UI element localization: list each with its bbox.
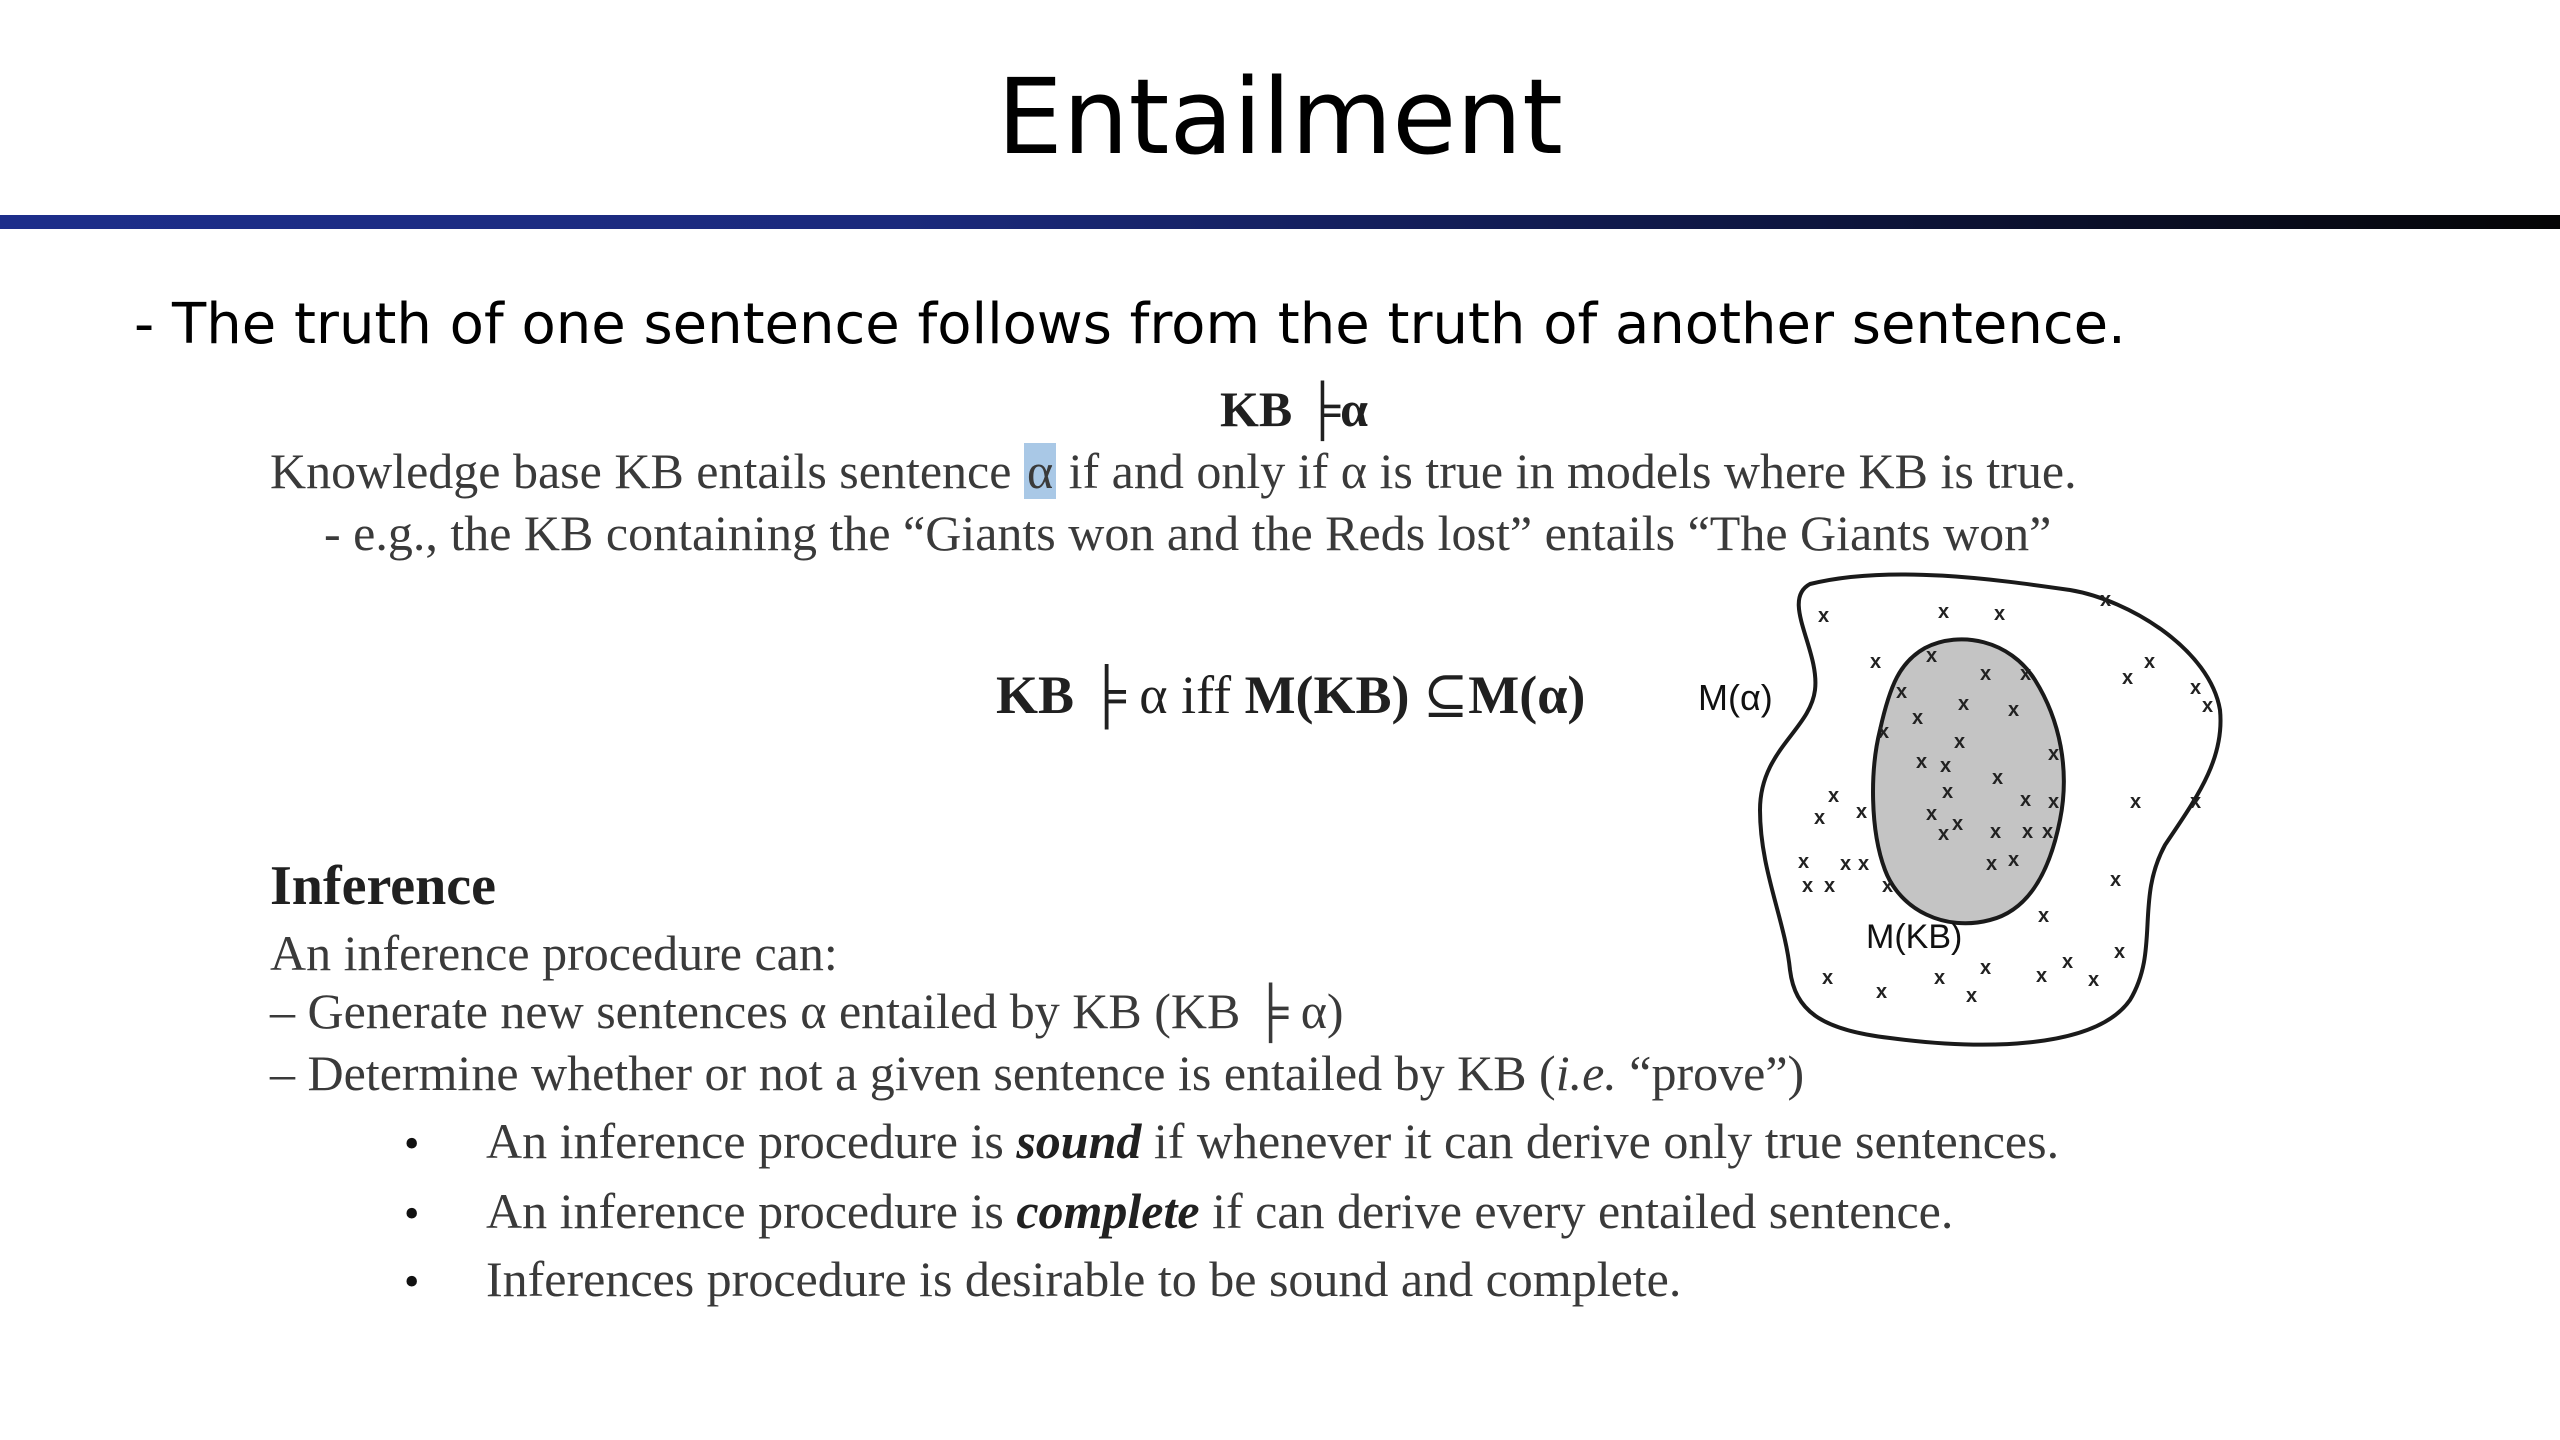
model-point-35: x <box>1912 707 1924 729</box>
model-point-22: x <box>1876 981 1888 1003</box>
model-point-18: x <box>1802 875 1814 897</box>
iff-malpha: M(α) <box>1468 665 1586 725</box>
model-point-1: x <box>1938 601 1950 623</box>
model-point-21: x <box>1822 967 1834 989</box>
entailment-definition <box>270 440 2077 502</box>
model-point-52: x <box>2048 791 2060 813</box>
model-point-39: x <box>1916 751 1928 773</box>
definition-text-end: if and only if α is true in models where KB is true. <box>1056 443 2077 499</box>
model-point-6: x <box>1926 645 1938 667</box>
model-point-10: x <box>2190 677 2202 699</box>
bullet-dot: • <box>404 1257 420 1306</box>
model-point-27: x <box>2062 951 2074 973</box>
bullet-dot: • <box>404 1119 420 1168</box>
selected-alpha[interactable]: α <box>1024 443 1056 499</box>
model-point-2: x <box>1994 603 2006 625</box>
iff-kb: KB <box>996 665 1075 725</box>
model-point-13: x <box>1828 785 1840 807</box>
model-point-26: x <box>2036 965 2048 987</box>
inference-generate: – Generate new sentences α entailed by KB (KB ╞ α) <box>270 983 1344 1039</box>
model-point-8: x <box>2122 667 2134 689</box>
determine-text-start: – Determine whether or not a given sentence is entailed by KB ( <box>270 1045 1556 1101</box>
model-point-37: x <box>2008 699 2020 721</box>
model-point-5: x <box>1896 681 1908 703</box>
model-point-47: x <box>1990 821 2002 843</box>
model-point-29: x <box>2114 941 2126 963</box>
determine-text-end: “prove”) <box>1616 1045 1805 1101</box>
title-divider <box>0 215 2560 229</box>
model-point-0: x <box>1818 605 1830 627</box>
model-point-14: x <box>1856 801 1868 823</box>
model-point-15: x <box>1798 851 1810 873</box>
model-point-30: x <box>2038 905 2050 927</box>
sound-bullet <box>404 1110 2059 1175</box>
sound-term: sound <box>1016 1113 1142 1169</box>
model-point-48: x <box>2022 821 2034 843</box>
model-point-7: x <box>2020 663 2032 685</box>
complete-text-end: if can derive every entailed sentence. <box>1199 1183 1954 1239</box>
model-point-28: x <box>2088 969 2100 991</box>
inference-heading: Inference <box>270 855 496 917</box>
model-point-34: x <box>1878 721 1890 743</box>
entailment-notation: KB ╞α <box>1220 381 1369 437</box>
model-point-46: x <box>1952 813 1964 835</box>
model-point-17: x <box>1858 853 1870 875</box>
model-point-42: x <box>1992 767 2004 789</box>
model-point-24: x <box>1966 985 1978 1007</box>
models-diagram <box>1690 570 2230 1050</box>
model-point-43: x <box>2020 789 2032 811</box>
sound-text-end: if whenever it can derive only true sentences. <box>1141 1113 2060 1169</box>
model-point-38: x <box>1980 663 1992 685</box>
sound-text-start: An inference procedure is <box>486 1113 1017 1169</box>
bullet-dot: • <box>404 1189 420 1238</box>
subset-symbol: ⊆ <box>1423 665 1469 725</box>
m-alpha-label: M(α) <box>1698 677 1773 718</box>
complete-term: complete <box>1016 1183 1200 1239</box>
model-point-11: x <box>2202 695 2214 717</box>
model-point-23: x <box>1934 967 1946 989</box>
complete-bullet <box>404 1180 1953 1245</box>
model-point-12: x <box>1814 807 1826 829</box>
model-point-36: x <box>1958 693 1970 715</box>
slide-title: Entailment <box>997 56 1563 178</box>
model-point-31: x <box>2110 869 2122 891</box>
inference-intro: An inference procedure can: <box>270 925 838 981</box>
model-point-54: x <box>1938 823 1950 845</box>
model-point-4: x <box>1870 651 1882 673</box>
model-point-20: x <box>1882 875 1894 897</box>
definition-text-start: Knowledge base KB entails sentence <box>270 443 1024 499</box>
model-point-32: x <box>2130 791 2142 813</box>
model-point-41: x <box>1954 731 1966 753</box>
inference-determine <box>270 1042 1804 1104</box>
model-point-16: x <box>1840 853 1852 875</box>
model-point-19: x <box>1824 875 1836 897</box>
model-point-33: x <box>2190 791 2202 813</box>
model-point-40: x <box>1940 755 1952 777</box>
iff-mkb: M(KB) <box>1244 665 1424 725</box>
model-point-53: x <box>1926 803 1938 825</box>
intro-bullet: - The truth of one sentence follows from the truth of another sentence. <box>134 292 2126 357</box>
model-point-51: x <box>2008 849 2020 871</box>
models-subset-statement <box>996 662 1585 728</box>
model-point-3: x <box>2100 589 2112 611</box>
iff-entails: ╞ α iff <box>1074 665 1245 725</box>
complete-text-start: An inference procedure is <box>486 1183 1017 1239</box>
desirable-text: Inferences procedure is desirable to be sound and complete. <box>486 1251 1682 1307</box>
entailment-example: - e.g., the KB containing the “Giants won and the Reds lost” entails “The Giants won” <box>324 505 2052 561</box>
model-point-49: x <box>2042 821 2054 843</box>
determine-ie: i.e. <box>1555 1045 1617 1101</box>
m-kb-label: M(KB) <box>1866 918 1963 956</box>
model-point-50: x <box>1986 853 1998 875</box>
model-point-25: x <box>1980 957 1992 979</box>
model-point-44: x <box>1942 781 1954 803</box>
model-point-9: x <box>2144 651 2156 673</box>
model-point-45: x <box>2048 743 2060 765</box>
desirable-bullet <box>404 1248 1681 1313</box>
